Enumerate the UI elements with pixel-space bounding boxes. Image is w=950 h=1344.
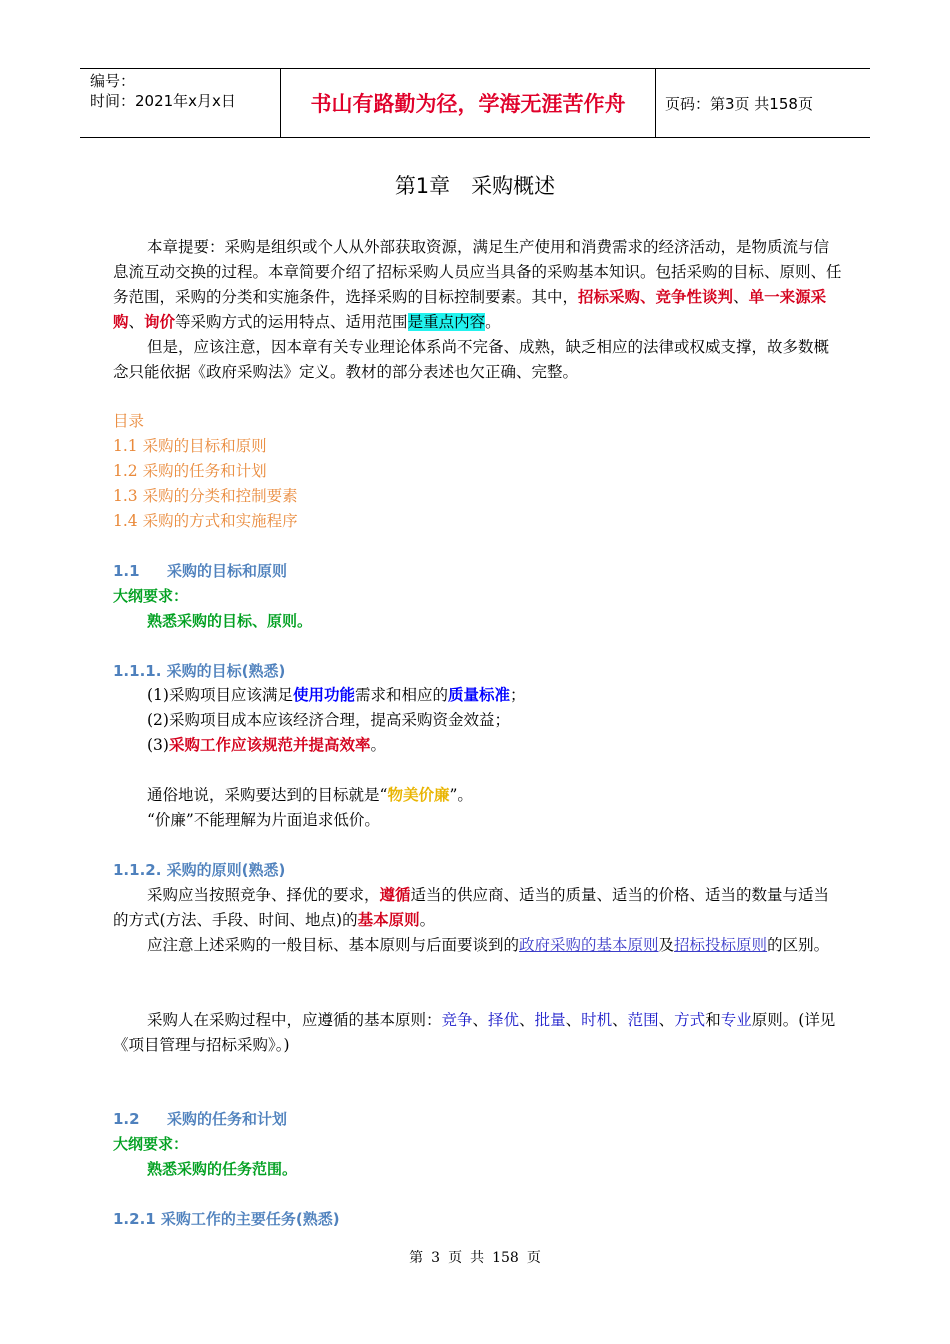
text: 的区别。: [767, 936, 830, 954]
goal-line-1: [113, 683, 843, 708]
footer-text: 页: [448, 1250, 463, 1266]
header-meta: [80, 69, 280, 137]
text: ”。: [449, 786, 473, 804]
keyword: 择优: [488, 1011, 520, 1029]
method-negotiation: 竞争性谈判: [655, 288, 734, 306]
keyword: 竞争: [441, 1011, 473, 1029]
link-gov-procurement-principles[interactable]: 政府采购的基本原则: [519, 936, 659, 954]
text: 应注意上述采购的一般目标、基本原则与后面要谈到的: [147, 936, 520, 954]
keyword: 方式: [674, 1011, 706, 1029]
section-1-1-1-heading: 1.1.1. 采购的目标(熟悉): [113, 662, 286, 680]
toc-item[interactable]: 1.4 采购的方式和实施程序: [113, 512, 298, 530]
separator: 、: [658, 1011, 675, 1029]
text: 。: [370, 736, 386, 754]
method-inquiry: 询价: [144, 313, 176, 331]
keyword-quality: 质量标准: [448, 686, 511, 704]
highlight-key-content: 是重点内容: [407, 313, 486, 331]
separator: 、: [128, 313, 145, 331]
toc-item[interactable]: 1.1 采购的目标和原则: [113, 437, 267, 455]
goal-line-4: [113, 783, 843, 808]
toc-title: 目录: [113, 412, 145, 430]
method-tender: 招标采购: [578, 288, 641, 306]
section-1-1-2-heading: 1.1.2. 采购的原则(熟悉): [113, 861, 286, 879]
toc-item[interactable]: 1.2 采购的任务和计划: [113, 462, 267, 480]
separator: 、: [733, 288, 749, 306]
footer-page-number: 3: [431, 1250, 441, 1266]
section-number: 1.2: [113, 1110, 140, 1128]
keyword: 范围: [627, 1011, 659, 1029]
separator: 、: [519, 1011, 535, 1029]
outline-label: 大纲要求：: [113, 1135, 189, 1153]
section-number: 1.1: [113, 562, 140, 580]
principle-paragraph-3: [113, 1008, 843, 1058]
outline-label: 大纲要求：: [113, 587, 189, 605]
separator: 、: [612, 1011, 628, 1029]
page-header: [80, 68, 870, 138]
goal-line-3: [113, 733, 843, 758]
text: 原则。(详见《项目管理与招标采购》。): [113, 1011, 836, 1054]
header-motto: 书山有路勤为径，学海无涯苦作舟: [280, 69, 656, 137]
text: 采购应当按照竞争、择优的要求，: [147, 886, 380, 904]
summary-text: 本章提要：采购是组织或个人从外部获取资源，满足生产使用和消费需求的经济活动，是物质流与信息流互动交换的过程。本章简要介绍了招标采购人员应当具备的采购基本知识。包括采购的目标、原则、任务范围，采购的分类和实施条件，选择采购的目标控制要素。其中，: [113, 238, 842, 306]
section-1-1-heading: [113, 559, 843, 584]
text: (3): [147, 736, 169, 754]
chapter-title: 第1章 采购概述: [394, 174, 556, 198]
principle-paragraph-2: [113, 933, 843, 958]
date-label: 时间：2021年x月x日: [90, 92, 236, 110]
footer-total-pages: 158: [492, 1250, 519, 1266]
code-label: 编号：: [90, 72, 136, 90]
toc-item[interactable]: 1.3 采购的分类和控制要素: [113, 487, 298, 505]
keyword-basic-principle: 基本原则: [357, 911, 420, 929]
footer-text: 页: [526, 1250, 541, 1266]
text: ；: [510, 686, 526, 704]
outline-requirement: 熟悉采购的任务范围。: [147, 1160, 298, 1178]
text: 采购人在采购过程中，应遵循的基本原则：: [147, 1011, 442, 1029]
text: (1)采购项目应该满足: [147, 686, 293, 704]
keyword-follow: 遵循: [379, 886, 411, 904]
separator: 、: [472, 1011, 489, 1029]
outline-requirement: 熟悉采购的目标、原则。: [147, 612, 313, 630]
keyword: 时机: [581, 1011, 613, 1029]
principle-paragraph-1: [113, 883, 843, 933]
summary-end: 。: [485, 313, 501, 331]
separator: 、: [565, 1011, 582, 1029]
link-tender-principles[interactable]: 招标投标原则: [674, 936, 768, 954]
footer-text: 共: [470, 1250, 485, 1266]
keyword-function: 使用功能: [292, 686, 355, 704]
keyword-good-cheap: 物美价廉: [387, 786, 450, 804]
keyword-efficiency: 采购工作应该规范并提高效率: [168, 736, 371, 754]
section-1-2-heading: [113, 1107, 843, 1132]
text: 通俗地说，采购要达到的目标就是“: [147, 786, 388, 804]
text: 适当的供应商、适当的质量、适当的价格、适当的数量与适当的方式(方法、手段、时间、地点)的: [113, 886, 830, 929]
keyword: 专业: [720, 1011, 752, 1029]
header-page-info: 页码：第3页 共158页: [665, 94, 813, 113]
keyword: 批量: [534, 1011, 566, 1029]
text: 需求和相应的: [354, 686, 448, 704]
separator: 、: [640, 288, 656, 306]
text: 和: [705, 1011, 721, 1029]
method-single-source: 单一来源采购: [113, 288, 827, 331]
footer-text: 第: [409, 1250, 424, 1266]
section-1-2-1-heading: 1.2.1 采购工作的主要任务(熟悉): [113, 1210, 340, 1228]
summary-paragraph-2: 但是，应该注意，因本章有关专业理论体系尚不完备、成熟，缺乏相应的法律或权威支撑，故多数概念只能依据《政府采购法》定义。教材的部分表述也欠正确、完整。: [113, 338, 830, 381]
goal-line-5: “价廉”不能理解为片面追求低价。: [147, 811, 380, 829]
text: 。: [419, 911, 436, 929]
section-title: 采购的任务和计划: [167, 1110, 288, 1128]
summary-text-2: 等采购方式的运用特点、适用范围: [175, 313, 408, 331]
page-footer: [0, 1247, 950, 1267]
section-title: 采购的目标和原则: [167, 562, 288, 580]
goal-line-2: (2)采购项目成本应该经济合理，提高采购资金效益；: [147, 711, 510, 729]
summary-paragraph: [113, 235, 843, 335]
text: 及: [658, 936, 675, 954]
